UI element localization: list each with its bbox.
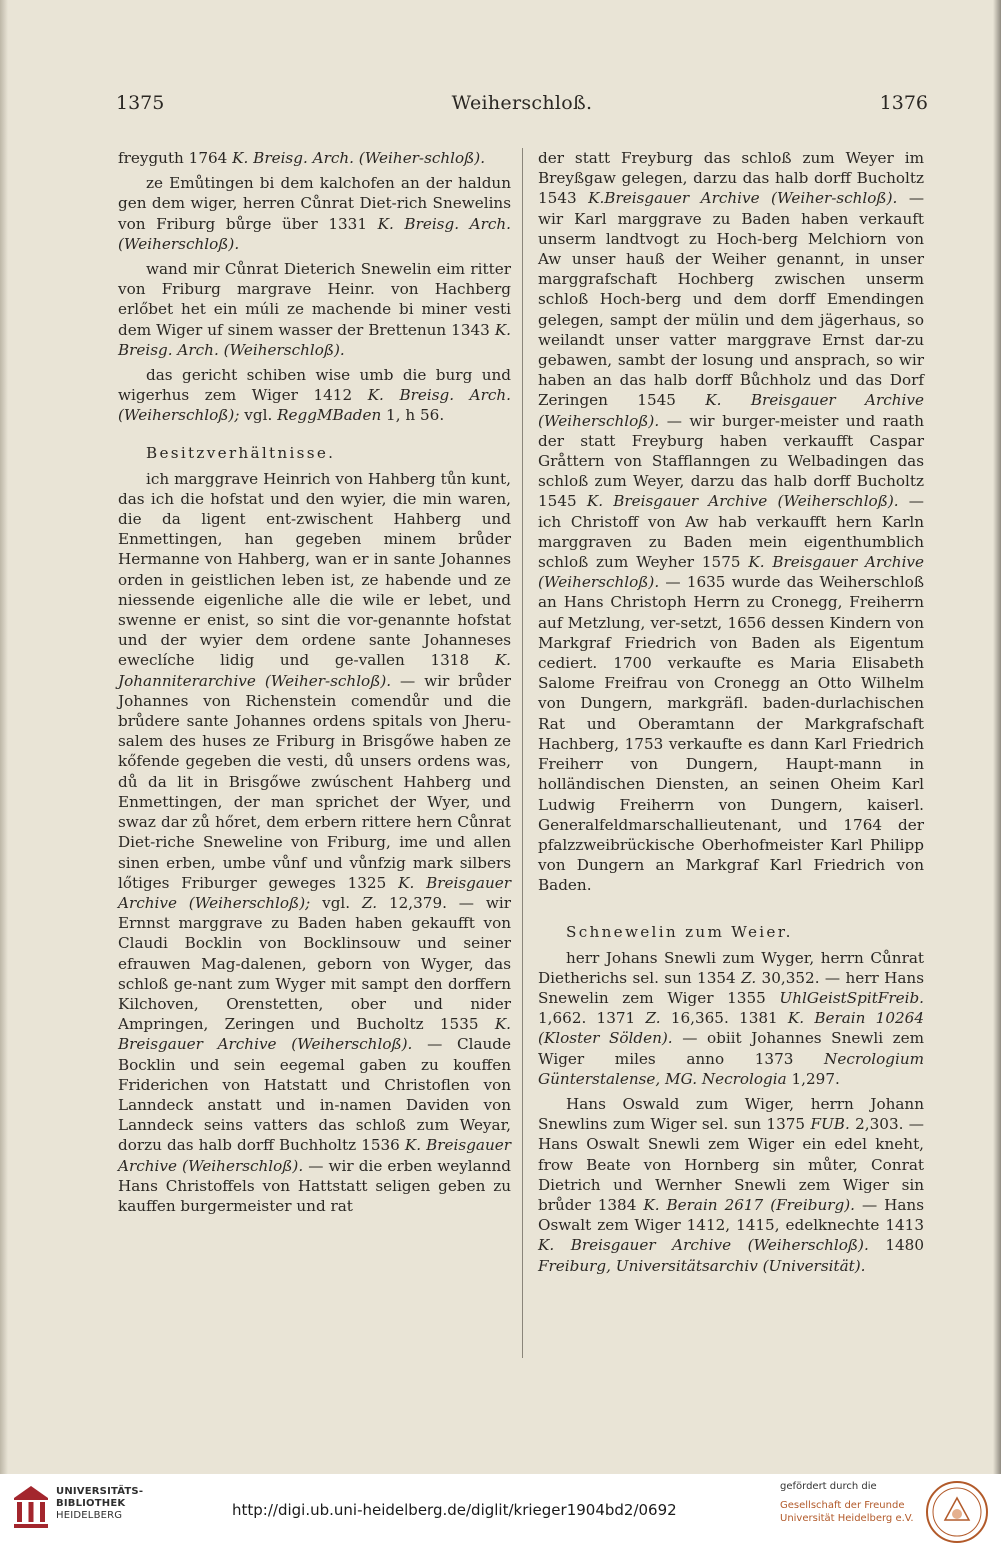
- sponsor-credit: gefördert durch die Gesellschaft der Freunde Universität Heidelberg e.V.: [780, 1481, 914, 1524]
- left-column: [118, 148, 511, 1221]
- paragraph: herr Johans Snewli zum Wyger, herrn Cůnrat Dietherichs sel. sun 1354 Z. 30,352. — herr Hans Snewelin zem Wiger 1355 UhlGeistSpitFreib. 1,662. 1371 Z. 16,365. 1381 K. Berain 10264 (Kloster Sölden). — obiit Johannes Snewli zem Wiger miles anno 1373 Necrologium Günterstalense, MG. Necrologia 1,297.: [538, 948, 925, 1088]
- page-header: [116, 92, 928, 122]
- section-heading-snewelin: Schnewelin zum Weier.: [566, 922, 793, 941]
- university-seal-icon: [925, 1480, 989, 1544]
- section-heading-besitz: Besitzverhältnisse.: [146, 443, 336, 462]
- paragraph: freyguth 1764 K. Breisg. Arch. (Weiher-schloß).: [118, 149, 486, 167]
- right-column: [538, 148, 924, 1281]
- paragraph: das gericht schiben wise umb die burg und wigerhus zem Wiger 1412 K. Breisg. Arch. (Weiherschloß); vgl. ReggMBaden 1, h 56.: [118, 366, 511, 425]
- page-number-right: 1376: [879, 92, 928, 114]
- column-divider: [522, 148, 523, 1358]
- paragraph: ich marggrave Heinrich von Hahberg tůn kunt, das ich die hofstat und den wyier, die min waren, die da ligent ent-zwischent Hahberg und Enmettingen, han gegeben minem brůder Hermanne von Hahberg, wan er in sante Johannes orden in geistlichen leben ist, ze habende und ze niessende eigenliche alle die wile er lebet, und swenne er enist, so sint die vor-genannte hofstat und der wyier dem ordene sante Johanneses eweclíche lidig und ge-vallen 1318 K. Johanniterarchive (Weiher-schloß). — wir brůder Johannes von Richenstein comendůr und die brůdere sante Johannes ordens spitals von Jheru-salem des huses ze Friburg in Brisgőwe haben ze kőfende gegeben die vesti, dů unsers ordens was, dů da lit in Brisgőwe zwúschent Hahberg und Enmettingen, der man sprichet der Wyer, und swaz dar zů hőret, dem erbern rittere hern Cůnrat Diet-riche Sneweline von Friburg, ime und allen sinen erben, umbe vůnf und vůnfzig mark silbers lőtiges Friburger geweges 1325 K. Breisgauer Archive (Weiherschloß); vgl. Z. 12,379. — wir Ernnst marggrave zu Baden haben gekaufft von Claudi Bocklin von Bocklinsouw und seiner efrauwen Mag-dalenen, geborn von Wyger, das schloß ge-nant zum Wyger mit sampt den dorffern Kilchoven, Orenstetten, ober und nider Ampringen, Zeringen und Bucholtz 1535 K. Breisgauer Archive (Weiherschloß). — Claude Bocklin und sein eegemal gaben zu kouffen Friderichen von Hatstatt und Christoflen von Lanndeck anstatt und in-namen Daviden von Lanndeck seins vatters das schloß zum Weyar, dorzu das halb dorff Buchholtz 1536 K. Breisgauer Archive (Weiherschloß). — wir die erben weylannd Hans Christoffels von Hattstatt seligen geben zu kauffen burgermeister und rat: [118, 469, 512, 1215]
- paragraph: Hans Oswald zum Wiger, herrn Johann Snewlins zum Wiger sel. sun 1375 FUB. 2,303. — Hans Oswalt Snewli zem Wiger ein edel kneht, frow Beate von Hornberg sin můter, Conrat Dietrich und Wernher Snewli zem Wiger sin brůder 1384 K. Berain 2617 (Freiburg). — Hans Oswalt zem Wiger 1412, 1415, edelknechte 1413 K. Breisgauer Archive (Weiherschloß). 1480 Freiburg, Universitätsarchiv (Universität).: [538, 1094, 925, 1275]
- page-edge-left: [0, 0, 8, 1550]
- page-edge-right: [993, 0, 1001, 1550]
- paragraph: der statt Freyburg das schloß zum Weyer im Breyßgaw gelegen, darzu das halb dorff Bucholtz 1543 K.Breisgauer Archive (Weiher-schloß). — wir Karl marggrave zu Baden haben verkauft unserm landtvogt zu Hoch-berg Melchiorn von Aw unser hauß der Weiher genannt, in unser marggrafschaft Hochberg zwischen unserm schloß Hoch-berg und dem dorff Emendingen gelegen, sampt der mülin und dem jägerhaus, so weilandt unser vatter marggrave Ernst dar-zu gebawen, sambt der losung und ansprach, so wir haben an das halb dorff Bůchholz und das Dorf Zeringen 1545 K. Breisgauer Archive (Weiherschloß). — wir burger-meister und raath der statt Freyburg haben verkaufft Caspar Gråttern von Stafflanngen zu Welbadingen das schloß zum Weyer, darzu das halb dorff Bucholtz 1545 K. Breisgauer Archive (Weiherschloß). — ich Christoff von Aw hab verkaufft hern Karln marggraven zu Baden mein eigenthumblich schloß zum Weyher 1575 K. Breisgauer Archive (Weiherschloß). — 1635 wurde das Weiherschloß an Hans Christoph Herrn zu Cronegg, Freiherrn auf Metzlung, ver-setzt, 1656 dessen Kindern von Markgraf Friedrich von Baden als Eigentum cediert. 1700 verkaufte es Maria Elisabeth Salome Freifrau von Cronegg an Otto Wilhelm von Dungern, markgräfl. baden-durlachischen Rat und Oberamtann der Markgrafschaft Hachberg, 1753 verkaufte es dann Karl Friedrich Freiherr von Dungern, Haupt-mann in holländischen Diensten, an seinen Oheim Karl Ludwig Freiherrn von Dungern, kaiserl. Generalfeldmarschallieutenant, und 1764 der pfalzzweibrückische Oberhofmeister Karl Philipp von Dungern an Markgraf Karl Friedrich von Baden.: [538, 149, 925, 895]
- running-title: Weiherschloß.: [451, 92, 593, 114]
- page-number-left: 1375: [116, 92, 165, 114]
- university-library-logo-icon: [12, 1484, 50, 1530]
- paragraph: ze Emůtingen bi dem kalchofen an der haldun gen dem wiger, herren Cůnrat Diet-rich Snewelins von Friburg bůrge über 1331 K. Breisg. Arch. (Weiherschloß).: [118, 174, 511, 253]
- library-name: UNIVERSITÄTS- BIBLIOTHEK HEIDELBERG: [56, 1486, 144, 1521]
- paragraph: wand mir Cůnrat Dieterich Snewelin eim ritter von Friburg margrave Heinr. von Hachberg erlőbet het ein múli ze machende bi miner vesti dem Wiger uf sinem wasser der Brettenun 1343 K. Breisg. Arch. (Weiherschloß).: [118, 260, 511, 359]
- footer-bar: [0, 1474, 1001, 1550]
- permalink-url[interactable]: http://digi.ub.uni-heidelberg.de/diglit/krieger1904bd2/0692: [232, 1501, 677, 1519]
